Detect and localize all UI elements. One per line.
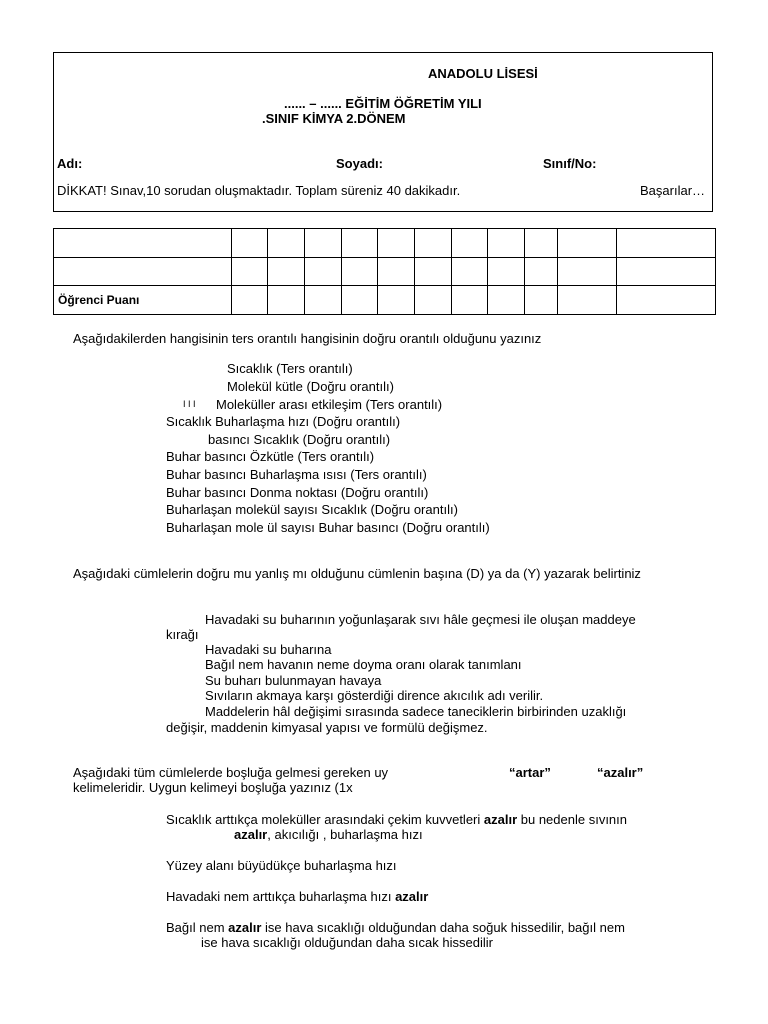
q4-text: Bağıl nem: [166, 920, 229, 935]
section3-instruction-cont: kelimeleridir. Uygun kelimeyi boşluğa yazınız (1x: [73, 780, 353, 795]
student-score-label: Öğrenci Puanı: [54, 286, 232, 315]
list-item: Buhar basıncı Donma noktası (Doğru orantılı): [166, 485, 429, 500]
score-table: [53, 228, 716, 315]
score-cell[interactable]: [488, 229, 525, 258]
score-cell[interactable]: [268, 257, 305, 286]
score-row-label: [54, 257, 232, 286]
score-row-1: [54, 229, 716, 258]
statement-line: Bağıl nem havanın neme doyma oranı olarak tanımlanı: [205, 657, 522, 672]
class-subject-line: .SINIF KİMYA 2.DÖNEM: [262, 111, 406, 126]
good-luck-text: Başarılar…: [640, 183, 706, 198]
score-cell[interactable]: [452, 229, 488, 258]
score-cell[interactable]: [558, 286, 617, 315]
score-cell[interactable]: [452, 286, 488, 315]
score-cell[interactable]: [342, 229, 378, 258]
q3-text: Havadaki nem arttıkça buharlaşma hızı: [166, 889, 396, 904]
student-score-row: [54, 286, 716, 315]
list-item: Sıcaklık (Ters orantılı): [227, 361, 353, 376]
q3-answer: azalır: [395, 889, 429, 904]
score-cell[interactable]: [378, 286, 415, 315]
score-cell[interactable]: [525, 286, 558, 315]
q1-text: Sıcaklık arttıkça moleküller arasındaki çekim kuvvetleri: [166, 812, 484, 827]
score-cell[interactable]: [378, 229, 415, 258]
statement-line: Maddelerin hâl değişimi sırasında sadece taneciklerin birbirinden uzaklığı: [205, 704, 627, 719]
fill-question-3: [166, 889, 428, 904]
score-cell[interactable]: [415, 257, 452, 286]
score-cell[interactable]: [617, 257, 716, 286]
score-cell[interactable]: [525, 229, 558, 258]
score-cell[interactable]: [415, 229, 452, 258]
section1-instruction: Aşağıdakilerden hangisinin ters orantılı hangisinin doğru orantılı olduğunu yazınız: [73, 331, 542, 346]
word-azalir: “azalır”: [597, 765, 644, 780]
score-cell[interactable]: [232, 229, 268, 258]
score-cell[interactable]: [305, 286, 342, 315]
statement-line: kırağı: [166, 627, 199, 642]
exam-notice: DİKKAT! Sınav,10 sorudan oluşmaktadır. Toplam süreniz 40 dakikadır.: [57, 183, 461, 198]
score-cell[interactable]: [525, 257, 558, 286]
q1-text-2: , akıcılığı , buharlaşma hızı: [267, 827, 423, 842]
list-item: Buharlaşan mole ül sayısı Buhar basıncı (Doğru orantılı): [166, 520, 490, 535]
q4-answer: azalır: [228, 920, 262, 935]
class-number-label: Sınıf/No:: [543, 156, 597, 171]
section2-instruction: Aşağıdaki cümlelerin doğru mu yanlış mı olduğunu cümlenin başına (D) ya da (Y) yazarak belirtiniz: [73, 566, 641, 581]
score-cell[interactable]: [342, 286, 378, 315]
q1-text-end: bu nedenle sıvının: [517, 812, 627, 827]
list-item: Buhar basıncı Buharlaşma ısısı (Ters orantılı): [166, 467, 427, 482]
score-cell[interactable]: [378, 257, 415, 286]
fill-question-1-cont: [234, 827, 423, 842]
section3-instruction: Aşağıdaki tüm cümlelerde boşluğa gelmesi gereken uy: [73, 765, 389, 780]
list-item: Moleküller arası etkileşim (Ters orantılı): [216, 397, 443, 412]
score-cell[interactable]: [617, 286, 716, 315]
list-item: Sıcaklık Buharlaşma hızı (Doğru orantılı): [166, 414, 401, 429]
stray-mark: I I I: [183, 399, 196, 409]
score-cell[interactable]: [342, 257, 378, 286]
score-row-label: [54, 229, 232, 258]
score-cell[interactable]: [305, 257, 342, 286]
score-cell[interactable]: [617, 229, 716, 258]
score-cell[interactable]: [232, 286, 268, 315]
score-cell[interactable]: [268, 229, 305, 258]
statement-line: Su buharı bulunmayan havaya: [205, 673, 382, 688]
score-cell[interactable]: [488, 286, 525, 315]
statement-line: değişir, maddenin kimyasal yapısı ve formülü değişmez.: [166, 720, 488, 735]
score-cell[interactable]: [452, 257, 488, 286]
score-cell[interactable]: [415, 286, 452, 315]
list-item: Molekül kütle (Doğru orantılı): [227, 379, 394, 394]
q4-text-2: ise hava sıcaklığı olduğundan daha soğuk hissedilir, bağıl nem: [261, 920, 625, 935]
list-item: Buhar basıncı Özkütle (Ters orantılı): [166, 449, 375, 464]
score-cell[interactable]: [268, 286, 305, 315]
school-name: ANADOLU LİSESİ: [428, 66, 538, 81]
fill-question-4-cont: ise hava sıcaklığı olduğundan daha sıcak hissedilir: [201, 935, 493, 950]
academic-year-line: ...... – ...... EĞİTİM ÖĞRETİM YILI: [284, 96, 482, 111]
list-item: basıncı Sıcaklık (Doğru orantılı): [208, 432, 391, 447]
q1-answer-2: azalır: [234, 827, 268, 842]
statement-line: Sıvıların akmaya karşı gösterdiği dirence akıcılık adı verilir.: [205, 688, 544, 703]
score-row-2: [54, 257, 716, 286]
surname-label: Soyadı:: [336, 156, 383, 171]
score-cell[interactable]: [232, 257, 268, 286]
fill-question-1: [166, 812, 627, 827]
score-cell[interactable]: [558, 257, 617, 286]
score-cell[interactable]: [305, 229, 342, 258]
q1-answer: azalır: [483, 812, 518, 827]
fill-question-2: Yüzey alanı büyüdükçe buharlaşma hızı: [166, 858, 397, 873]
score-cell[interactable]: [558, 229, 617, 258]
statement-line: Havadaki su buharının yoğunlaşarak sıvı hâle geçmesi ile oluşan maddeye: [205, 612, 636, 627]
score-cell[interactable]: [488, 257, 525, 286]
word-artar: “artar”: [509, 765, 551, 780]
list-item: Buharlaşan molekül sayısı Sıcaklık (Doğru orantılı): [166, 502, 458, 517]
statement-line: Havadaki su buharına: [205, 642, 332, 657]
name-label: Adı:: [57, 156, 83, 171]
fill-question-4: [166, 920, 625, 935]
